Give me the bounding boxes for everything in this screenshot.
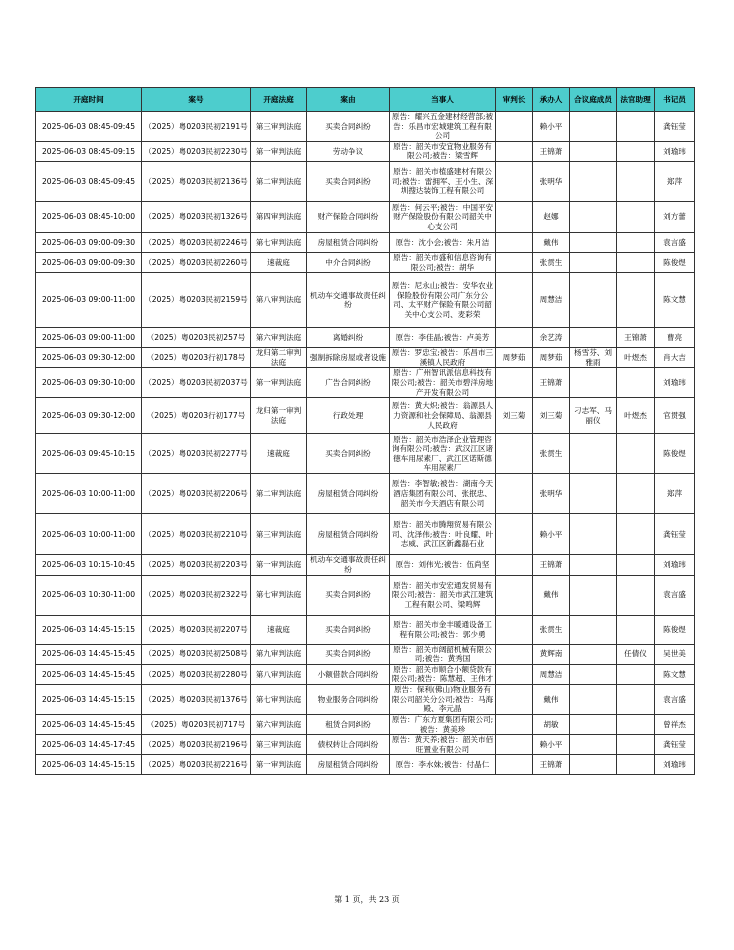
cell-time: 2025-06-03 10:00-11:00 — [36, 474, 142, 514]
cell-time: 2025-06-03 14:45-15:45 — [36, 664, 142, 684]
cell-judge: 戴伟 — [533, 232, 570, 252]
cell-clerk: 刘瑜玮 — [655, 755, 695, 775]
cell-parties: 原告：韶关市顺合小额贷款有限公司;被告：陈慧超、王伟才 — [390, 664, 496, 684]
cell-assistant: 任倩仪 — [617, 644, 655, 664]
cell-judge: 赖小平 — [533, 514, 570, 555]
cell-courtroom: 第九审判法庭 — [251, 644, 307, 664]
cell-assistant — [617, 755, 655, 775]
cell-case-number: （2025）粤0203民初2508号 — [142, 644, 251, 664]
cell-judge: 赵娜 — [533, 201, 570, 232]
cell-clerk: 官贯强 — [655, 398, 695, 434]
cell-parties: 原告：黄大炽;被告：翁源县人力资源和社会保障局、翁源县人民政府 — [390, 398, 496, 434]
cell-time: 2025-06-03 09:00-11:00 — [36, 328, 142, 348]
cell-clerk: 曾祥杰 — [655, 714, 695, 734]
cell-panel-members — [570, 514, 617, 555]
cell-clerk: 陈文慧 — [655, 273, 695, 328]
hearing-schedule-table — [35, 87, 695, 775]
cell-panel-members — [570, 434, 617, 474]
cell-assistant — [617, 252, 655, 272]
table-row — [36, 714, 695, 734]
cell-clerk: 陈文慧 — [655, 664, 695, 684]
cell-assistant — [617, 514, 655, 555]
table-row — [36, 434, 695, 474]
cell-chief-judge — [496, 514, 533, 555]
cell-parties: 原告：韶关市浩泽企业管理咨询有限公司;被告：武汉江区诸徳车用尿素厂、武江区诺斯德车用尿素厂 — [390, 434, 496, 474]
cell-time: 2025-06-03 10:00-11:00 — [36, 514, 142, 555]
table-row — [36, 684, 695, 714]
cell-judge: 戴伟 — [533, 684, 570, 714]
table-row — [36, 141, 695, 161]
cell-chief-judge — [496, 141, 533, 161]
cell-parties: 原告：黄天养;被告：韶关市佰旺置业有限公司 — [390, 735, 496, 755]
cell-judge: 王锦萧 — [533, 555, 570, 575]
cell-clerk: 刘瑜玮 — [655, 141, 695, 161]
cell-courtroom: 龙归第二审判法庭 — [251, 348, 307, 368]
cell-case-number: （2025）粤0203民初2207号 — [142, 615, 251, 644]
cell-cause: 中介合同纠纷 — [307, 252, 390, 272]
table-row — [36, 201, 695, 232]
cell-cause: 财产保险合同纠纷 — [307, 201, 390, 232]
cell-panel-members — [570, 664, 617, 684]
cell-parties: 原告：刘伟光;被告：伍尚坚 — [390, 555, 496, 575]
cell-time: 2025-06-03 08:45-09:45 — [36, 161, 142, 201]
cell-courtroom: 速裁庭 — [251, 434, 307, 474]
cell-panel-members — [570, 755, 617, 775]
cell-judge: 赖小平 — [533, 735, 570, 755]
cell-judge: 张贯生 — [533, 252, 570, 272]
cell-courtroom: 第二审判法庭 — [251, 474, 307, 514]
col-header-chief-judge: 审判长 — [496, 88, 533, 112]
cell-clerk: 肖大吉 — [655, 348, 695, 368]
cell-judge: 胡敏 — [533, 714, 570, 734]
cell-parties: 原告：沈小会;被告：朱月洁 — [390, 232, 496, 252]
cell-clerk: 袁言盛 — [655, 684, 695, 714]
page-footer: 第 1 页，共 23 页 — [334, 895, 400, 904]
cell-cause: 离婚纠纷 — [307, 328, 390, 348]
cell-chief-judge — [496, 684, 533, 714]
cell-panel-members — [570, 368, 617, 398]
cell-parties: 原告：李水妹;被告：付晶仁 — [390, 755, 496, 775]
cell-judge: 张贯生 — [533, 434, 570, 474]
cell-courtroom: 速裁庭 — [251, 252, 307, 272]
table-row — [36, 735, 695, 755]
cell-cause: 物业服务合同纠纷 — [307, 684, 390, 714]
cell-panel-members — [570, 328, 617, 348]
cell-case-number: （2025）粤0203民初2203号 — [142, 555, 251, 575]
cell-parties: 原告：罗忠宝;被告：乐昌市三溪镇人民政府 — [390, 348, 496, 368]
cell-cause: 小额借款合同纠纷 — [307, 664, 390, 684]
col-header-case-number: 案号 — [142, 88, 251, 112]
cell-courtroom: 速裁庭 — [251, 615, 307, 644]
cell-judge: 张明华 — [533, 161, 570, 201]
col-header-cause: 案由 — [307, 88, 390, 112]
cell-assistant — [617, 684, 655, 714]
cell-parties: 原告：韶关市安宜物业服务有限公司;被告：梁雪辉 — [390, 141, 496, 161]
cell-parties: 原告：李佳晶;被告：卢美芳 — [390, 328, 496, 348]
cell-courtroom: 第三审判法庭 — [251, 735, 307, 755]
cell-panel-members — [570, 714, 617, 734]
cell-case-number: （2025）粤0203民初2216号 — [142, 755, 251, 775]
cell-cause: 机动车交通事故责任纠纷 — [307, 555, 390, 575]
table-row — [36, 161, 695, 201]
cell-chief-judge — [496, 252, 533, 272]
cell-assistant — [617, 112, 655, 142]
header-row — [36, 88, 695, 112]
cell-cause: 买卖合同纠纷 — [307, 575, 390, 615]
cell-assistant: 王锦萧 — [617, 328, 655, 348]
cell-clerk: 陈俊煜 — [655, 252, 695, 272]
cell-cause: 行政处理 — [307, 398, 390, 434]
cell-clerk: 郑萍 — [655, 161, 695, 201]
cell-time: 2025-06-03 08:45-10:00 — [36, 201, 142, 232]
cell-time: 2025-06-03 09:30-12:00 — [36, 348, 142, 368]
cell-panel-members — [570, 575, 617, 615]
cell-case-number: （2025）粤0203民初2280号 — [142, 664, 251, 684]
cell-judge: 周梦茹 — [533, 348, 570, 368]
cell-assistant — [617, 714, 655, 734]
cell-time: 2025-06-03 08:45-09:45 — [36, 112, 142, 142]
cell-parties: 原告：韶关市安宏通发贸易有限公司;被告：韶关市武江建筑工程有限公司、梁鸣辉 — [390, 575, 496, 615]
cell-courtroom: 第六审判法庭 — [251, 714, 307, 734]
cell-cause: 房屋租赁合同纠纷 — [307, 514, 390, 555]
cell-time: 2025-06-03 10:15-10:45 — [36, 555, 142, 575]
cell-clerk: 曹亮 — [655, 328, 695, 348]
table-row — [36, 644, 695, 664]
cell-case-number: （2025）粤0203民初1326号 — [142, 201, 251, 232]
col-header-parties: 当事人 — [390, 88, 496, 112]
cell-time: 2025-06-03 14:45-15:45 — [36, 714, 142, 734]
cell-time: 2025-06-03 09:00-09:30 — [36, 232, 142, 252]
cell-panel-members — [570, 201, 617, 232]
cell-courtroom: 第一审判法庭 — [251, 555, 307, 575]
cell-assistant — [617, 141, 655, 161]
cell-case-number: （2025）粤0203民初2230号 — [142, 141, 251, 161]
cell-case-number: （2025）粤0203民初2136号 — [142, 161, 251, 201]
cell-panel-members — [570, 273, 617, 328]
cell-courtroom: 第八审判法庭 — [251, 664, 307, 684]
cell-assistant: 叶煜杰 — [617, 348, 655, 368]
cell-chief-judge: 周梦茹 — [496, 348, 533, 368]
cell-chief-judge — [496, 575, 533, 615]
cell-cause: 房屋租赁合同纠纷 — [307, 232, 390, 252]
cell-assistant — [617, 474, 655, 514]
cell-time: 2025-06-03 14:45-17:45 — [36, 735, 142, 755]
cell-judge: 赖小平 — [533, 112, 570, 142]
cell-time: 2025-06-03 14:45-15:15 — [36, 615, 142, 644]
cell-judge: 王锦萧 — [533, 755, 570, 775]
cell-judge: 周慧洁 — [533, 664, 570, 684]
col-header-clerk: 书记员 — [655, 88, 695, 112]
cell-case-number: （2025）粤0203民初2206号 — [142, 474, 251, 514]
cell-courtroom: 第六审判法庭 — [251, 328, 307, 348]
cell-chief-judge — [496, 615, 533, 644]
table-row — [36, 575, 695, 615]
cell-panel-members — [570, 644, 617, 664]
cell-panel-members — [570, 112, 617, 142]
cell-time: 2025-06-03 08:45-09:15 — [36, 141, 142, 161]
cell-chief-judge — [496, 434, 533, 474]
cell-case-number: （2025）粤0203民初257号 — [142, 328, 251, 348]
cell-assistant — [617, 615, 655, 644]
table-row — [36, 368, 695, 398]
cell-cause: 机动车交通事故责任纠纷 — [307, 273, 390, 328]
cell-assistant — [617, 735, 655, 755]
cell-time: 2025-06-03 14:45-15:15 — [36, 755, 142, 775]
cell-cause: 广告合同纠纷 — [307, 368, 390, 398]
col-header-time: 开庭时间 — [36, 88, 142, 112]
cell-assistant — [617, 273, 655, 328]
cell-assistant — [617, 232, 655, 252]
table-row — [36, 664, 695, 684]
cell-courtroom: 第三审判法庭 — [251, 112, 307, 142]
cell-courtroom: 第七审判法庭 — [251, 575, 307, 615]
table-row — [36, 328, 695, 348]
cell-panel-members — [570, 735, 617, 755]
cell-assistant — [617, 664, 655, 684]
cell-clerk: 刘瑜玮 — [655, 368, 695, 398]
col-header-assistant: 法官助理 — [617, 88, 655, 112]
cell-panel-members — [570, 555, 617, 575]
cell-parties: 原告：韶关市腾翔贸易有限公司、沈泽伟;被告：叶良耀、叶志威、武江区新鑫磊石业 — [390, 514, 496, 555]
cell-chief-judge — [496, 232, 533, 252]
cell-cause: 买卖合同纠纷 — [307, 112, 390, 142]
cell-case-number: （2025）粤0203民初717号 — [142, 714, 251, 734]
cell-chief-judge — [496, 755, 533, 775]
cell-case-number: （2025）粤0203民初2322号 — [142, 575, 251, 615]
cell-case-number: （2025）粤0203民初2246号 — [142, 232, 251, 252]
cell-time: 2025-06-03 14:45-15:45 — [36, 644, 142, 664]
cell-case-number: （2025）粤0203民初2260号 — [142, 252, 251, 272]
table-row — [36, 555, 695, 575]
cell-time: 2025-06-03 09:45-10:15 — [36, 434, 142, 474]
cell-panel-members — [570, 684, 617, 714]
cell-chief-judge — [496, 714, 533, 734]
cell-case-number: （2025）粤0203民初2210号 — [142, 514, 251, 555]
cell-chief-judge — [496, 112, 533, 142]
cell-case-number: （2025）粤0203行初177号 — [142, 398, 251, 434]
cell-cause: 房屋租赁合同纠纷 — [307, 755, 390, 775]
cell-panel-members: 刁志军、马丽仪 — [570, 398, 617, 434]
cell-time: 2025-06-03 10:30-11:00 — [36, 575, 142, 615]
cell-parties: 原告：尼永山;被告：安华农业保险股份有限公司广东分公司、太平财产保险有限公司韶关中心支公司、麦彩荣 — [390, 273, 496, 328]
cell-clerk: 袁言盛 — [655, 232, 695, 252]
cell-time: 2025-06-03 14:45-15:15 — [36, 684, 142, 714]
cell-chief-judge — [496, 644, 533, 664]
table-row — [36, 112, 695, 142]
cell-cause: 租赁合同纠纷 — [307, 714, 390, 734]
cell-chief-judge — [496, 664, 533, 684]
cell-chief-judge — [496, 201, 533, 232]
table-row — [36, 514, 695, 555]
cell-chief-judge — [496, 368, 533, 398]
cell-judge: 刘三菊 — [533, 398, 570, 434]
cell-assistant: 叶煜杰 — [617, 398, 655, 434]
cell-courtroom: 第二审判法庭 — [251, 161, 307, 201]
cell-case-number: （2025）粤0203行初178号 — [142, 348, 251, 368]
cell-cause: 强制拆除房屋或者设施 — [307, 348, 390, 368]
cell-cause: 债权转让合同纠纷 — [307, 735, 390, 755]
cell-panel-members — [570, 252, 617, 272]
cell-judge: 王锦萧 — [533, 141, 570, 161]
cell-clerk: 郑萍 — [655, 474, 695, 514]
table-row — [36, 348, 695, 368]
cell-clerk: 陈俊煜 — [655, 615, 695, 644]
cell-courtroom: 第八审判法庭 — [251, 273, 307, 328]
cell-parties: 原告：韶关市植盛建材有限公司;被告：雷拥军、王小生、深圳搜达装饰工程有限公司 — [390, 161, 496, 201]
cell-time: 2025-06-03 09:00-09:30 — [36, 252, 142, 272]
cell-courtroom: 第一审判法庭 — [251, 368, 307, 398]
table-row — [36, 474, 695, 514]
table-row — [36, 398, 695, 434]
cell-panel-members — [570, 615, 617, 644]
cell-assistant — [617, 201, 655, 232]
cell-parties: 原告：韶关市盛和信息咨询有限公司;被告：胡华 — [390, 252, 496, 272]
cell-panel-members: 杨雪芬、刘雅雨 — [570, 348, 617, 368]
cell-assistant — [617, 434, 655, 474]
cell-judge: 王锦萧 — [533, 368, 570, 398]
col-header-judge: 承办人 — [533, 88, 570, 112]
cell-clerk: 龚钰莹 — [655, 112, 695, 142]
cell-judge: 张贯生 — [533, 615, 570, 644]
cell-chief-judge — [496, 161, 533, 201]
cell-clerk: 陈俊煜 — [655, 434, 695, 474]
table-row — [36, 252, 695, 272]
cell-courtroom: 第七审判法庭 — [251, 232, 307, 252]
cell-cause: 房屋租赁合同纠纷 — [307, 474, 390, 514]
cell-chief-judge — [496, 474, 533, 514]
cell-chief-judge — [496, 273, 533, 328]
cell-cause: 买卖合同纠纷 — [307, 434, 390, 474]
cell-chief-judge: 刘三菊 — [496, 398, 533, 434]
cell-chief-judge — [496, 555, 533, 575]
cell-courtroom: 第七审判法庭 — [251, 684, 307, 714]
cell-panel-members — [570, 232, 617, 252]
cell-case-number: （2025）粤0203民初1376号 — [142, 684, 251, 714]
cell-courtroom: 第四审判法庭 — [251, 201, 307, 232]
cell-parties: 原告：李智敏;被告：湖南今天酒店集团有限公司、张抿忠、韶关市今天酒店有限公司 — [390, 474, 496, 514]
cell-clerk: 龚钰莹 — [655, 735, 695, 755]
cell-parties: 原告：韶关市阔韶机械有限公司;被告：黄秀国 — [390, 644, 496, 664]
cell-assistant — [617, 555, 655, 575]
cell-time: 2025-06-03 09:00-11:00 — [36, 273, 142, 328]
cell-parties: 原告：韶关市金丰暖通设备工程有限公司;被告：郭少勇 — [390, 615, 496, 644]
cell-judge: 戴伟 — [533, 575, 570, 615]
cell-parties: 原告：耀兴五金建材经营部;被告：乐昌市宏城建筑工程有限公司 — [390, 112, 496, 142]
cell-clerk: 刘方蕾 — [655, 201, 695, 232]
cell-cause: 劳动争议 — [307, 141, 390, 161]
cell-assistant — [617, 575, 655, 615]
cell-case-number: （2025）粤0203民初2277号 — [142, 434, 251, 474]
cell-judge: 张明华 — [533, 474, 570, 514]
cell-parties: 原告：保利(佛山)物业服务有限公司韶关分公司;被告：马海殿、李元晶 — [390, 684, 496, 714]
cell-panel-members — [570, 161, 617, 201]
cell-cause: 买卖合同纠纷 — [307, 161, 390, 201]
cell-clerk: 袁言盛 — [655, 575, 695, 615]
cell-judge: 余艺涛 — [533, 328, 570, 348]
cell-case-number: （2025）粤0203民初2196号 — [142, 735, 251, 755]
cell-courtroom: 第一审判法庭 — [251, 141, 307, 161]
table-row — [36, 273, 695, 328]
cell-clerk: 吴世美 — [655, 644, 695, 664]
cell-judge: 周慧洁 — [533, 273, 570, 328]
cell-clerk: 刘瑜玮 — [655, 555, 695, 575]
cell-chief-judge — [496, 328, 533, 348]
cell-case-number: （2025）粤0203民初2037号 — [142, 368, 251, 398]
cell-parties: 原告：广州智讯派信息科技有限公司;被告：韶关市碧洋房地产开发有限公司 — [390, 368, 496, 398]
cell-time: 2025-06-03 09:30-10:00 — [36, 368, 142, 398]
cell-judge: 黄辉南 — [533, 644, 570, 664]
cell-courtroom: 第一审判法庭 — [251, 755, 307, 775]
table-row — [36, 615, 695, 644]
table-row — [36, 232, 695, 252]
cell-cause: 买卖合同纠纷 — [307, 615, 390, 644]
cell-parties: 原告：何云平;被告：中国平安财产保险股份有限公司韶关中心支公司 — [390, 201, 496, 232]
cell-panel-members — [570, 474, 617, 514]
cell-parties: 原告：广东方夏集团有限公司;被告：黄美珍 — [390, 714, 496, 734]
cell-time: 2025-06-03 09:30-12:00 — [36, 398, 142, 434]
cell-case-number: （2025）粤0203民初2159号 — [142, 273, 251, 328]
table-row — [36, 755, 695, 775]
cell-case-number: （2025）粤0203民初2191号 — [142, 112, 251, 142]
col-header-courtroom: 开庭法庭 — [251, 88, 307, 112]
cell-courtroom: 龙归第一审判法庭 — [251, 398, 307, 434]
cell-panel-members — [570, 141, 617, 161]
cell-courtroom: 第三审判法庭 — [251, 514, 307, 555]
cell-chief-judge — [496, 735, 533, 755]
col-header-panel-members: 合议庭成员 — [570, 88, 617, 112]
cell-assistant — [617, 161, 655, 201]
cell-assistant — [617, 368, 655, 398]
cell-cause: 买卖合同纠纷 — [307, 644, 390, 664]
cell-clerk: 龚钰莹 — [655, 514, 695, 555]
